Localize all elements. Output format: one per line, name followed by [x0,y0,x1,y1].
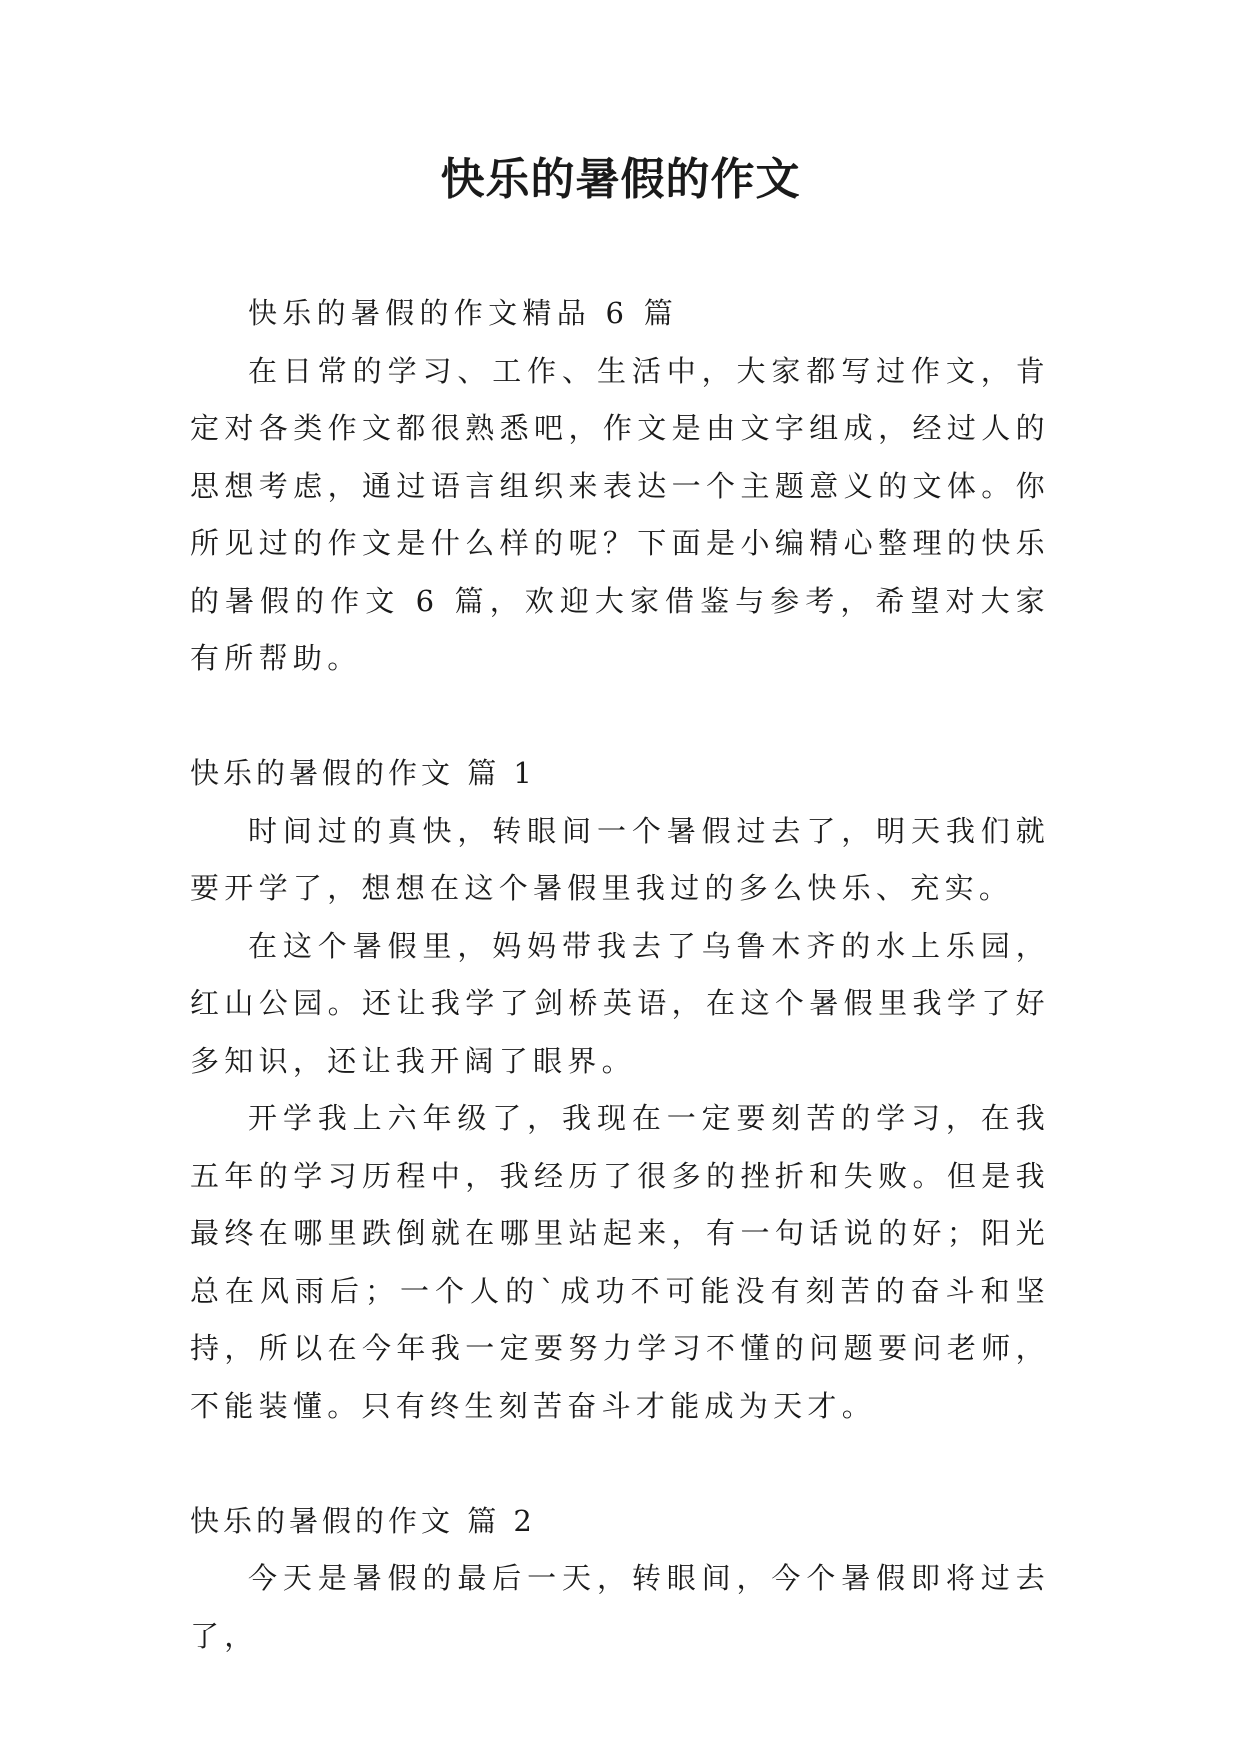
paragraph: 在这个暑假里，妈妈带我去了乌鲁木齐的水上乐园，红山公园。还让我学了剑桥英语，在这个暑假里我学了好多知识，还让我开阔了眼界。 [190,928,1050,1078]
section-heading-1: 快乐的暑假的作文 篇 1 [190,756,536,790]
document-body [190,285,1050,1665]
paragraph: 今天是暑假的最后一天，转眼间，今个暑假即将过去了， [190,1561,1050,1653]
intro-paragraph: 在日常的学习、工作、生活中，大家都写过作文，肯定对各类作文都很熟悉吧，作文是由文字组成，经过人的思想考虑，通过语言组织来表达一个主题意义的文体。你所见过的作文是什么样的呢？下面是小编精心整理的快乐的暑假的作文 6 篇，欢迎大家借鉴与参考，希望对大家有所帮助。 [190,353,1050,675]
paragraph: 时间过的真快，转眼间一个暑假过去了，明天我们就要开学了，想想在这个暑假里我过的多么快乐、充实。 [190,813,1050,905]
paragraph: 开学我上六年级了，我现在一定要刻苦的学习，在我五年的学习历程中，我经历了很多的挫折和失败。但是我最终在哪里跌倒就在哪里站起来，有一句话说的好；阳光总在风雨后；一个人的`成功不可能没有刻苦的奋斗和坚持，所以在今年我一定要努力学习不懂的问题要问老师，不能装懂。只有终生刻苦奋斗才能成为天才。 [190,1101,1050,1423]
document-subtitle: 快乐的暑假的作文精品 6 篇 [248,296,679,330]
document-title: 快乐的暑假的作文 [440,154,801,205]
section-heading-2: 快乐的暑假的作文 篇 2 [190,1503,536,1538]
